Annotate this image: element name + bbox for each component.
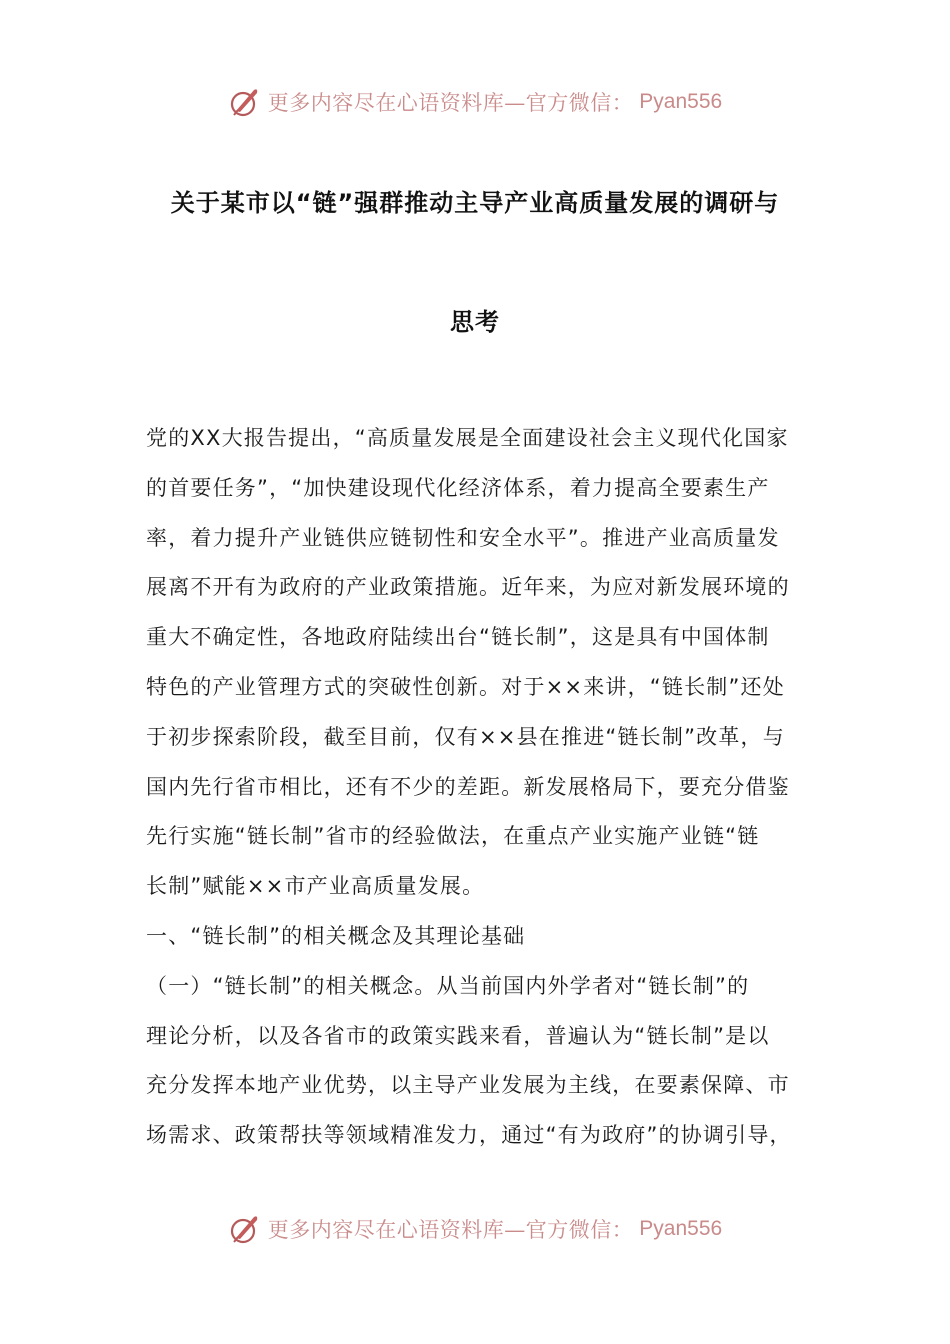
body-line: 先行实施“链长制”省市的经验做法，在重点产业实施产业链“链 — [146, 824, 760, 849]
body-line: 于初步探索阶段，截至目前，仅有××县在推进“链长制”改革，与 — [146, 724, 785, 749]
document-body — [146, 414, 806, 1161]
body-line: 重大不确定性，各地政府陆续出台“链长制”，这是具有中国体制 — [146, 625, 770, 650]
body-line: （一）“链长制”的相关概念。从当前国内外学者对“链长制”的 — [146, 973, 750, 998]
body-line: 的首要任务”，“加快建设现代化经济体系，着力提高全要素生产 — [146, 475, 770, 500]
header-banner — [0, 82, 950, 122]
body-line: 场需求、政策帮扶等领域精准发力，通过“有为政府”的协调引导， — [146, 1123, 792, 1148]
footer-wechat-id: Pyan556 — [639, 1217, 723, 1240]
quill-logo-icon — [228, 1212, 262, 1246]
footer-banner — [0, 1209, 950, 1249]
header-banner-text: 更多内容尽在心语资料库—官方微信： — [267, 91, 634, 115]
body-line: 展离不开有为政府的产业政策措施。近年来，为应对新发展环境的 — [146, 575, 790, 600]
body-line: 国内先行省市相比，还有不少的差距。新发展格局下，要充分借鉴 — [146, 774, 790, 799]
body-line: 党的XX大报告提出，“高质量发展是全面建设社会主义现代化国家 — [146, 426, 789, 450]
body-line: 理论分析，以及各省市的政策实践来看，普遍认为“链长制”是以 — [146, 1023, 770, 1048]
footer-banner-text: 更多内容尽在心语资料库—官方微信： — [267, 1218, 634, 1242]
document-title-line-2: 思考 — [450, 308, 500, 336]
body-line: 率，着力提升产业链供应链韧性和安全水平”。推进产业高质量发 — [146, 525, 780, 550]
body-line: 特色的产业管理方式的突破性创新。对于××来讲，“链长制”还处 — [146, 674, 785, 699]
body-line: 充分发挥本地产业优势，以主导产业发展为主线，在要素保障、市 — [146, 1073, 790, 1098]
header-wechat-id: Pyan556 — [639, 90, 723, 113]
section-heading: 一、“链长制”的相关概念及其理论基础 — [146, 923, 526, 948]
body-line: 长制”赋能××市产业高质量发展。 — [146, 874, 485, 899]
document-title-line-1: 关于某市以“链”强群推动主导产业高质量发展的调研与 — [170, 189, 780, 217]
quill-logo-icon — [228, 85, 262, 119]
